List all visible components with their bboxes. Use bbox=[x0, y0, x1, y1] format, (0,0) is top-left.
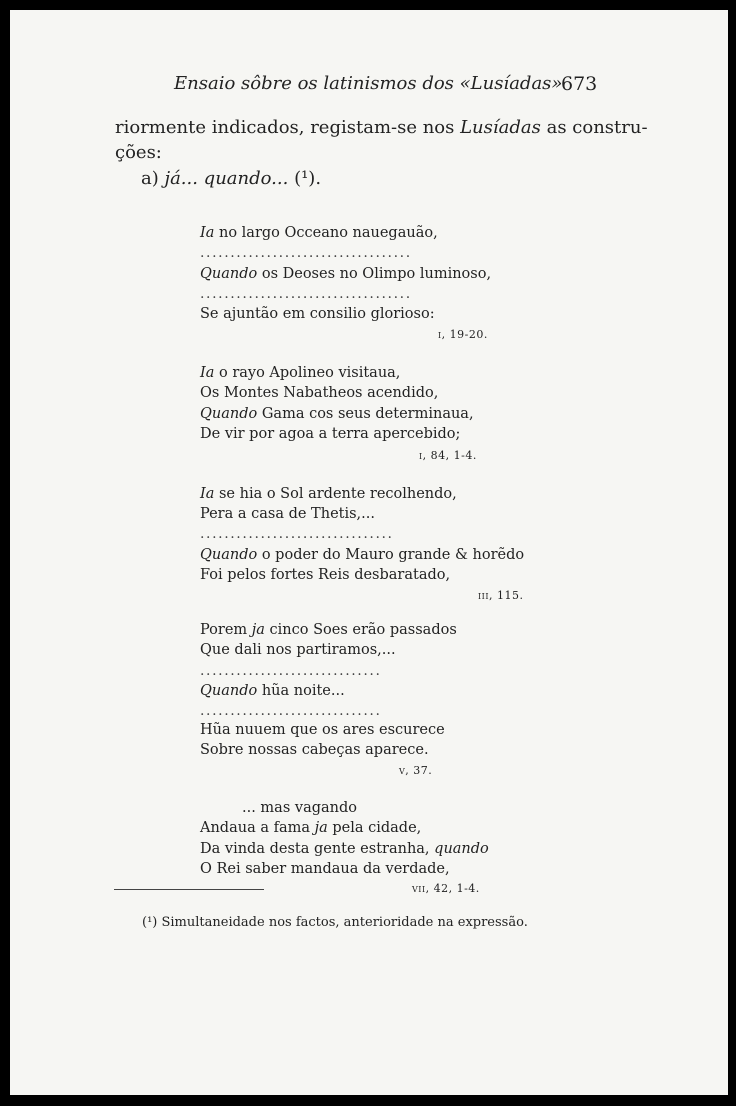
verse-line bbox=[200, 225, 438, 241]
verse-text: os Deoses no Olimpo luminoso, bbox=[257, 266, 492, 282]
verse-italic: Ia bbox=[200, 486, 215, 502]
verse-line bbox=[200, 683, 345, 699]
verse-text: Gama cos seus determinaua, bbox=[257, 406, 474, 422]
verse-text: se hia o Sol ardente recolhendo, bbox=[214, 486, 457, 502]
verse-text: cinco Soes erão passados bbox=[264, 622, 457, 638]
verse-line: ... mas vagando bbox=[242, 800, 357, 816]
verse-italic: quando bbox=[434, 841, 489, 857]
item-a bbox=[141, 168, 321, 189]
verse-reference: v, 37. bbox=[399, 764, 433, 777]
footnote-rule bbox=[114, 889, 264, 890]
item-construction: já... quando... bbox=[164, 168, 289, 189]
verse-line bbox=[200, 841, 489, 857]
verse-line bbox=[200, 365, 400, 381]
verse-italic: ja bbox=[251, 622, 265, 638]
verse-reference: iii, 115. bbox=[478, 589, 524, 602]
verse-italic: ja bbox=[314, 820, 328, 836]
verse-line bbox=[200, 406, 474, 422]
verse-text: pela cidade, bbox=[327, 820, 422, 836]
verse-italic: Quando bbox=[200, 406, 258, 422]
intro-line-1 bbox=[115, 117, 648, 138]
verse-italic: Quando bbox=[200, 547, 258, 563]
verse-line: Se ajuntão em consilio glorioso: bbox=[200, 306, 435, 322]
verse-line bbox=[200, 486, 457, 502]
verse-text: no largo Occeano nauegauão, bbox=[214, 225, 438, 241]
footnote bbox=[142, 915, 528, 930]
verse-line: De vir por agoa a terra apercebido; bbox=[200, 426, 461, 442]
verse-text: Porem bbox=[200, 622, 252, 638]
verse-italic: Ia bbox=[200, 365, 215, 381]
verse-line bbox=[200, 622, 457, 638]
verse-line: Os Montes Nabatheos acendido, bbox=[200, 385, 439, 401]
verse-italic: Ia bbox=[200, 225, 215, 241]
verse-line: Que dali nos partiramos,... bbox=[200, 642, 396, 658]
verse-line: Hũa nuuem que os ares escurece bbox=[200, 722, 445, 738]
intro-title-italic: Lusíadas bbox=[460, 117, 541, 138]
verse-text: Andaua a fama bbox=[200, 820, 315, 836]
verse-line bbox=[200, 820, 421, 836]
verse-text: Da vinda desta gente estranha, bbox=[200, 841, 435, 857]
item-footnote-ref: (¹). bbox=[288, 168, 322, 189]
footnote-marker: (¹) bbox=[142, 915, 158, 930]
intro-line-2: ções: bbox=[115, 142, 162, 163]
intro-text: riormente indicados, registam-se nos bbox=[115, 117, 461, 138]
ellipsis-row: .............................. bbox=[200, 663, 382, 679]
ellipsis-row: ................................ bbox=[200, 526, 394, 542]
book-page bbox=[10, 10, 728, 1095]
verse-reference: i, 84, 1-4. bbox=[419, 449, 477, 462]
verse-text: o poder do Mauro grande & horẽdo bbox=[257, 547, 525, 563]
verse-italic: Quando bbox=[200, 266, 258, 282]
verse-line: O Rei saber mandaua da verdade, bbox=[200, 861, 450, 877]
verse-line: Pera a casa de Thetis,... bbox=[200, 506, 375, 522]
item-label: a) bbox=[141, 168, 165, 189]
ellipsis-row: ................................... bbox=[200, 286, 412, 302]
page-number: 673 bbox=[561, 73, 598, 95]
verse-line: Foi pelos fortes Reis desbaratado, bbox=[200, 567, 451, 583]
ellipsis-row: .............................. bbox=[200, 703, 382, 719]
verse-line bbox=[200, 547, 524, 563]
verse-italic: Quando bbox=[200, 683, 258, 699]
running-title: Ensaio sôbre os latinismos dos «Lusíadas» bbox=[174, 73, 563, 94]
verse-reference: vii, 42, 1-4. bbox=[412, 882, 480, 895]
footnote-text: Simultaneidade nos factos, anterioridade na expressão. bbox=[157, 915, 528, 930]
verse-line bbox=[200, 266, 491, 282]
ellipsis-row: ................................... bbox=[200, 245, 412, 261]
verse-reference: i, 19-20. bbox=[438, 328, 488, 341]
intro-text-end: as constru- bbox=[540, 117, 648, 138]
verse-text: hũa noite... bbox=[257, 683, 345, 699]
verse-line: Sobre nossas cabeças aparece. bbox=[200, 742, 429, 758]
verse-text: o rayo Apolineo visitaua, bbox=[214, 365, 401, 381]
